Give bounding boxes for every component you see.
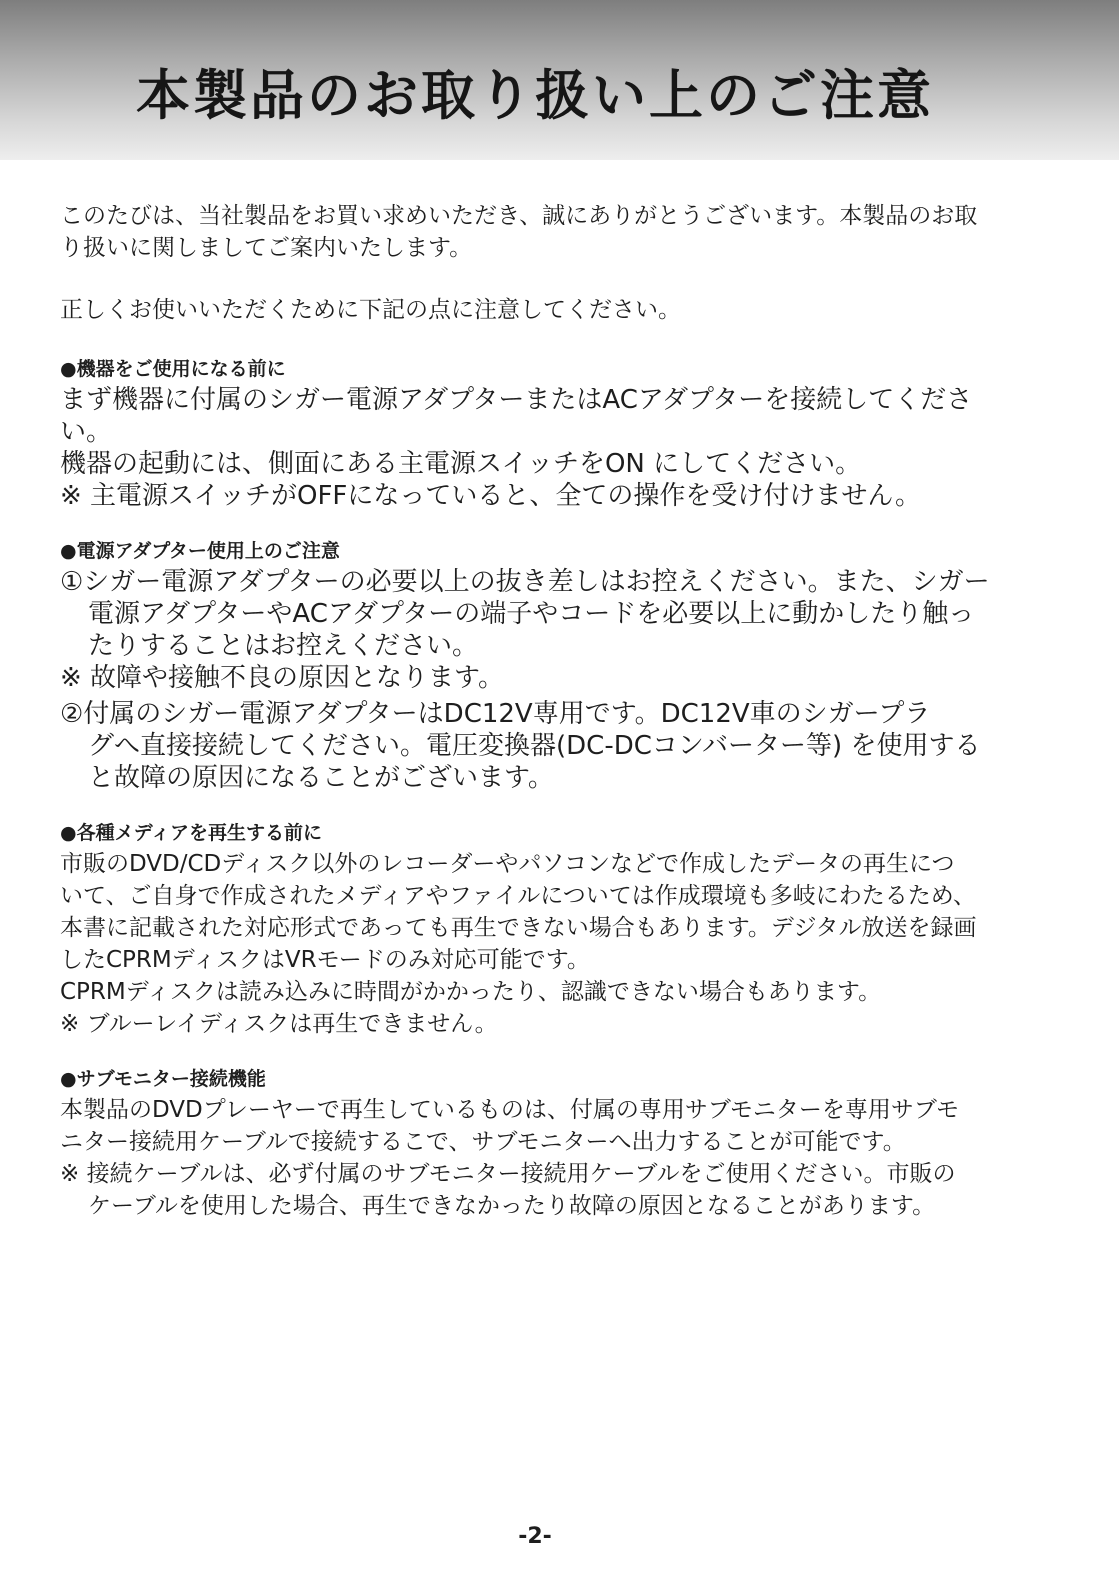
section-line: したCPRMディスクはVRモードのみ対応可能です。 (60, 947, 590, 973)
section-before-use (60, 356, 1020, 512)
section-line: いて、ご自身で作成されたメディアやファイルについては作成環境も多岐にわたるため、 (60, 883, 976, 909)
section-heading: ●サブモニター接続機能 (60, 1068, 266, 1090)
section-line: 本書に記載された対応形式であっても再生できない場合もあります。デジタル放送を録画 (60, 915, 977, 941)
intro-line: り扱いに関しましてご案内いたします。 (60, 235, 473, 261)
intro-line: 正しくお使いいただくために下記の点に注意してください。 (60, 297, 681, 323)
page-number: -2- (518, 1524, 552, 1549)
section-heading: ●機器をご使用になる前に (60, 358, 286, 380)
section-line: まず機器に付属のシガー電源アダプターまたはACアダプターを接続してくださ (60, 385, 973, 415)
document-body (60, 200, 1020, 1222)
section-line: ①シガー電源アダプターの必要以上の抜き差しはお控えください。また、シガー (60, 567, 990, 597)
section-line: 電源アダプターやACアダプターの端子やコードを必要以上に動かしたり触っ (88, 599, 975, 629)
section-power-adapter (60, 538, 1020, 794)
section-line: ②付属のシガー電源アダプターはDC12V専用です。DC12V車のシガープラ (60, 699, 931, 729)
intro-line: このたびは、当社製品をお買い求めいただき、誠にありがとうございます。本製品のお取 (60, 203, 978, 229)
section-line: い。 (60, 417, 113, 447)
section-line: ニター接続用ケーブルで接続するこで、サブモニターへ出力することが可能です。 (60, 1129, 906, 1155)
section-heading: ●電源アダプター使用上のご注意 (60, 540, 340, 562)
page-title: 本製品のお取り扱い上のご注意 (136, 64, 934, 127)
section-line: 機器の起動には、側面にある主電源スイッチをON にしてください。 (60, 449, 862, 479)
section-line: 本製品のDVDプレーヤーで再生しているものは、付属の専用サブモニターを専用サブモ (60, 1097, 959, 1123)
section-line: CPRMディスクは読み込みに時間がかかったり、認識できない場合もあります。 (60, 979, 882, 1005)
section-line: 市販のDVD/CDディスク以外のレコーダーやパソコンなどで作成したデータの再生につ (60, 851, 955, 877)
section-heading: ●各種メディアを再生する前に (60, 822, 323, 844)
header-banner (0, 0, 1119, 160)
section-sub-monitor (60, 1066, 1020, 1222)
section-line: と故障の原因になることがございます。 (88, 763, 554, 793)
section-line: ※ 故障や接触不良の原因となります。 (60, 663, 504, 693)
section-line: ※ 主電源スイッチがOFFになっていると、全ての操作を受け付けません。 (60, 481, 921, 511)
section-line: ケーブルを使用した場合、再生できなかったり故障の原因となることがあります。 (88, 1193, 936, 1219)
section-media-playback (60, 820, 1020, 1040)
section-line: グへ直接接続してください。電圧変換器(DC-DCコンバーター等) を使用する (88, 731, 981, 761)
section-line: ※ ブルーレイディスクは再生できません。 (60, 1011, 498, 1037)
section-line: たりすることはお控えください。 (88, 631, 479, 661)
section-line: ※ 接続ケーブルは、必ず付属のサブモニター接続用ケーブルをご使用ください。市販の (60, 1161, 956, 1187)
